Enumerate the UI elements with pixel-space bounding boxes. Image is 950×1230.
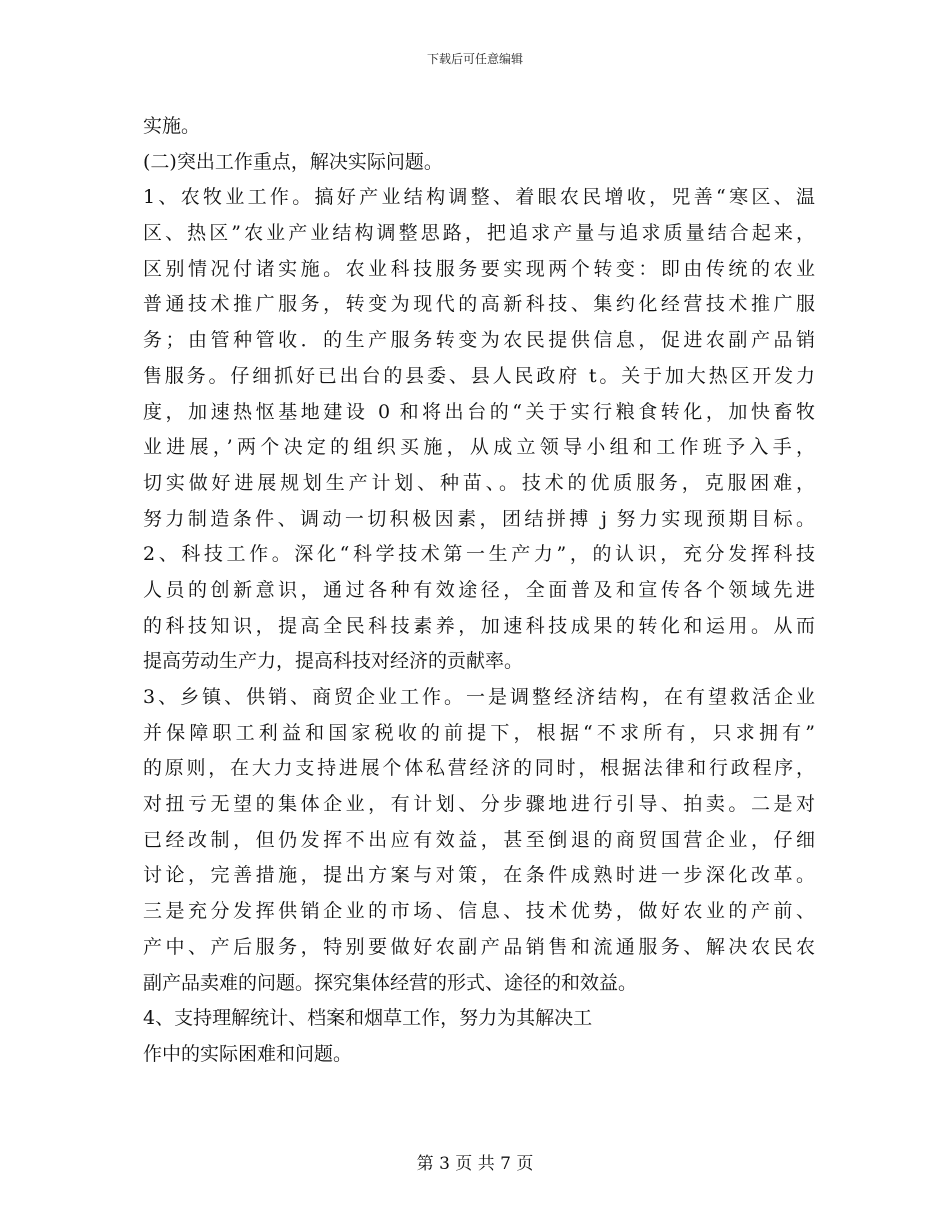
text-line: 人员的创新意识，通过各种有效途径，全面普及和宣传各个领域先进 <box>143 578 815 601</box>
text-line: 并保障职工利益和国家税收的前提下，根据“不求所有，只求拥有” <box>143 721 815 744</box>
page-header: 下载后可任意编辑 <box>426 52 523 66</box>
text-line: 产中、产后服务，特别要做好农副产品销售和流通服务、解决农民农 <box>143 935 815 958</box>
text-line: 对扭亏无望的集体企业，有计划、分步骤地进行引导、拍卖。二是对 <box>143 793 815 816</box>
text-line: 作中的实际困难和问题。 <box>143 1042 353 1065</box>
page-number: 第 3 页 共 7 页 <box>416 1154 534 1174</box>
text-line: 的科技知识，提高全民科技素养，加速科技成果的转化和运用。从而 <box>143 614 815 637</box>
text-line: 的原则，在大力支持进展个体私营经济的同时，根据法律和行政程序， <box>143 757 815 780</box>
text-line: 副产品卖难的问题。探究集体经营的形式、途径的和效益。 <box>143 971 638 994</box>
text-line: 提高劳动生产力，提高科技对经济的贡献率。 <box>143 650 524 673</box>
text-line: 区别情况付诸实施。农业科技服务要实现两个转变：即由传统的农业 <box>143 257 815 280</box>
text-line: 普通技术推广服务，转变为现代的高新科技、集约化经营技术推广服 <box>143 293 815 316</box>
text-line: 切实做好进展规划生产计划、种苗、。技术的优质服务，克服困难， <box>143 471 815 494</box>
text-line: 区、热区”农业产业结构调整思路，把追求产量与追求质量结合起来， <box>143 222 815 245</box>
text-line: 售服务。仔细抓好已出台的县委、县人民政府 t。关于加大热区开发力 <box>143 364 815 387</box>
text-line: (二)突出工作重点，解决实际问题。 <box>143 150 443 173</box>
text-line: 讨论，完善措施，提出方案与对策，在条件成熟时进一步深化改革。 <box>143 864 815 887</box>
text-line: 4、支持理解统计、档案和烟草工作，努力为其解决工 <box>143 1007 593 1030</box>
text-line: 3、乡镇、供销、商贸企业工作。一是调整经济结构，在有望救活企业 <box>143 686 815 708</box>
text-line: 已经改制，但仍发挥不出应有效益，甚至倒退的商贸国营企业，仔细 <box>143 828 815 851</box>
text-line: 1、农牧业工作。搞好产业结构调整、着眼农民增收，兕善“寒区、温 <box>143 186 815 209</box>
document-body <box>143 109 815 1073</box>
text-line: 努力制造条件、调动一切积极因素，团结拼搏 j 努力实现预期目标。 <box>143 507 815 530</box>
text-line: 务；由管种管收．的生产服务转变为农民提供信息，促进农副产品销 <box>143 329 815 352</box>
text-line: 三是充分发挥供销企业的市场、信息、技术优势，做好农业的产前、 <box>143 900 815 923</box>
text-line: 实施。 <box>143 115 201 137</box>
text-line: 度，加速热怄基地建设 0 和将出台的“关于实行粮食转化，加快畜牧 <box>143 400 815 423</box>
text-line: 2、科技工作。深化“科学技术第一生产力”，的认识，充分发挥科技 <box>143 543 815 566</box>
text-line: 业进展，’两个决定的组织买施，从成立领导小组和工作班予入手， <box>143 436 815 459</box>
